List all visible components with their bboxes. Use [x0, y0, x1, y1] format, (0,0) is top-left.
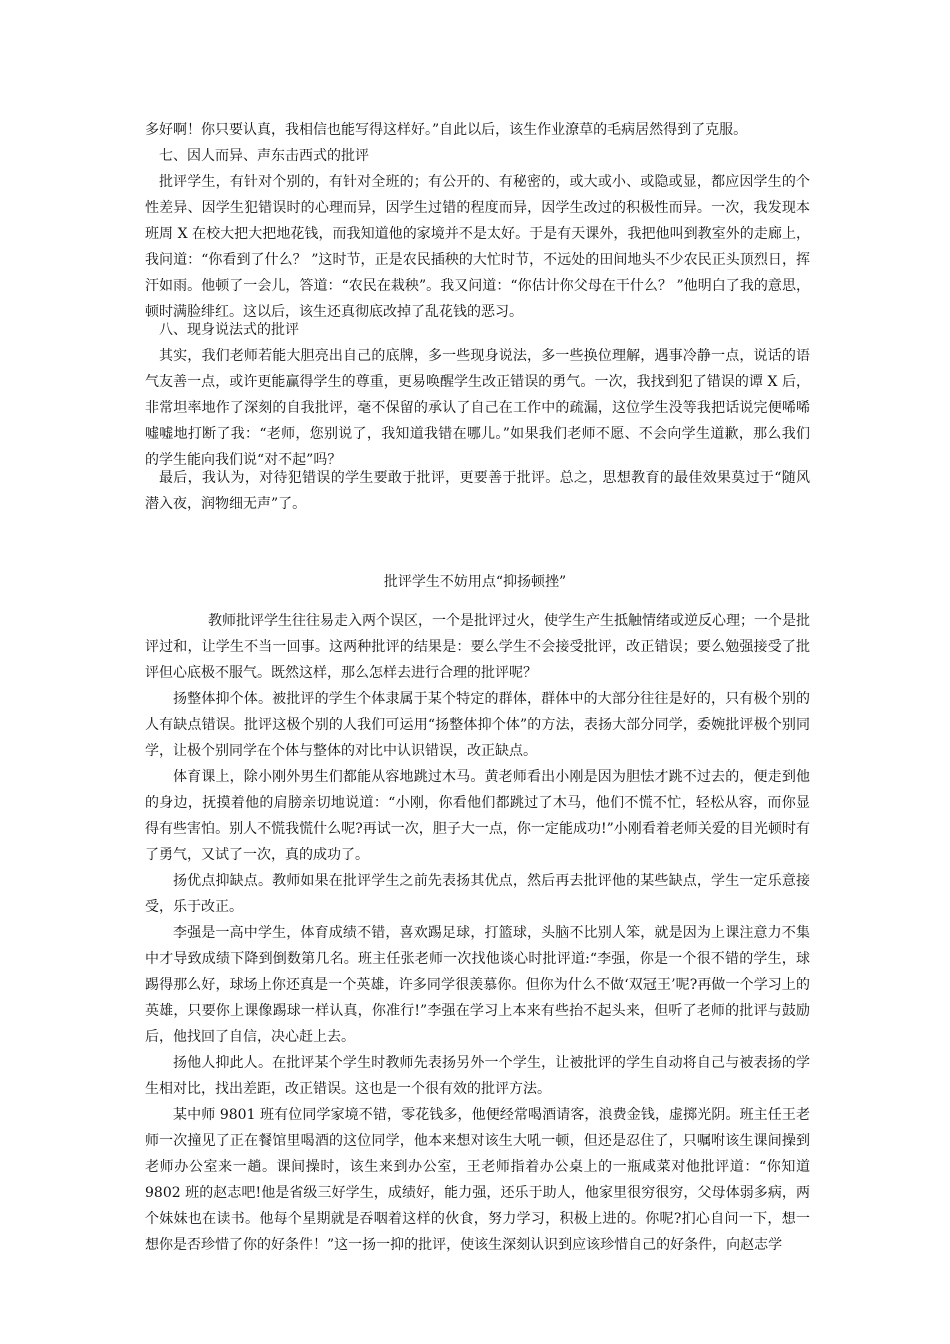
paragraph-example-1: 体育课上，除小刚外男生们都能从容地跳过木马。黄老师看出小刚是因为胆怯才跳不过去的，便走到他的身边，抚摸着他的肩膀亲切地说道：“小刚，你看他们都跳过了木马，他们不慌不忙，轻松从容，而你显得有些害怕。别人不慌我慌什么呢?再试一次，胆子大一点，你一定能成功!”小刚看着老师关爱的目光顿时有了勇气，又试了一次，真的成功了。: [145, 769, 810, 863]
section-heading-8: 八、现身说法式的批评: [159, 322, 299, 338]
paragraph-intro: 教师批评学生往往易走入两个误区，一个是批评过火，使学生产生抵触情绪或逆反心理；一个是批评过和，让学生不当一回事。这两种批评的结果是：要么学生不会接受批评，改正错误；要么勉强接受了批评但心底极不服气。既然这样，那么怎样去进行合理的批评呢？: [145, 613, 810, 681]
paragraph-conclusion: 最后，我认为，对待犯错误的学生要敢于批评，更要善于批评。总之，思想教育的最佳效果莫过于“随风潜入夜，润物细无声”了。: [145, 470, 810, 512]
paragraph-method-2: 扬优点抑缺点。教师如果在批评学生之前先表扬其优点，然后再去批评他的某些缺点，学生一定乐意接受，乐于改正。: [145, 873, 810, 915]
paragraph-method-3: 扬他人抑此人。在批评某个学生时教师先表扬另外一个学生，让被批评的学生自动将自己与被表扬的学生相对比，找出差距，改正错误。这也是一个很有效的批评方法。: [145, 1055, 810, 1097]
paragraph-example-2: 李强是一高中学生，体育成绩不错，喜欢踢足球，打篮球，头脑不比别人笨，就是因为上课注意力不集中才导致成绩下降到倒数第几名。班主任张老师一次找他谈心时批评道:“李强，你是一个很不错的学生，球踢得那么好，球场上你还真是一个英雄，许多同学很羡慕你。但你为什么不做‘双冠王’呢?再做一个学习上的英雄，只要你上课像踢球一样认真，你准行!”李强在学习上本来有些抬不起头来，但听了老师的批评与鼓励后，他找回了自信，决心赶上去。: [145, 925, 810, 1045]
paragraph-method-1: 扬整体抑个体。被批评的学生个体隶属于某个特定的群体，群体中的大部分往往是好的，只有极个别的人有缺点错误。批评这极个别的人我们可运用“扬整体抑个体”的方法，表扬大部分同学，委婉批评极个别同学，让极个别同学在个体与整体的对比中认识错误，改正缺点。: [145, 691, 810, 759]
section-heading-7: 七、因人而异、声东击西式的批评: [159, 148, 369, 164]
paragraph-section-7: 批评学生，有针对个别的，有针对全班的；有公开的、有秘密的，或大或小、或隐或显，都应因学生的个性差异、因学生犯错误时的心理而异，因学生过错的程度而异，因学生改过的积极性而异。一次，我发现本班周 X 在校大把大把地花钱，而我知道他的家境并不是太好。于是有天课外，我把他叫到教室外的走廊上，我问道：“你看到了什么？ ”这时节，正是农民插秧的大忙时节，不远处的田间地头不少农民正头顶烈日，挥汗如雨。他顿了一会儿，答道：“农民在栽秧”。我又问道：“你估计你父母在干什么？ ”他明白了我的意思，顿时满脸绯红。这以后，该生还真彻底改掉了乱花钱的恶习。: [145, 174, 810, 320]
paragraph-section-8: 其实，我们老师若能大胆亮出自己的底牌，多一些现身说法，多一些换位理解，遇事冷静一点，说话的语气友善一点，或许更能赢得学生的尊重，更易唤醒学生改正错误的勇气。一次，我找到犯了错误的谭 X 后，非常坦率地作了深刻的自我批评，毫不保留的承认了自己在工作中的疏漏，这位学生没等我把话说完便唏唏嘘嘘地打断了我：“老师，您别说了，我知道我错在哪儿。”如果我们老师不愿、不会向学生道歉，那么我们的学生能向我们说“对不起”吗？: [145, 348, 810, 468]
paragraph-example-3: 某中师 9801 班有位同学家境不错，零花钱多，他便经常喝酒请客，浪费金钱，虚掷光阴。班主任王老师一次撞见了正在餐馆里喝酒的这位同学，他本来想对该生大吼一顿，但还是忍住了，只嘱咐该生课间操到老师办公室来一趟。课间操时，该生来到办公室，王老师指着办公桌上的一瓶咸菜对他批评道：“你知道 9802 班的赵志吧!他是省级三好学生，成绩好，能力强，还乐于助人，他家里很穷很穷，父母体弱多病，两个妹妹也在读书。他每个星期就是吞咽着这样的伙食，努力学习，积极上进的。你呢?扪心自问一下，想一想你是否珍惜了你的好条件！”这一扬一抑的批评，使该生深刻认识到应该珍惜自己的好条件，向赵志学: [145, 1107, 810, 1253]
article-title: 批评学生不妨用点“抑扬顿挫”: [383, 574, 567, 590]
paragraph-continuation: 多好啊！你只要认真，我相信也能写得这样好。”自此以后，该生作业潦草的毛病居然得到了克服。: [145, 122, 748, 138]
